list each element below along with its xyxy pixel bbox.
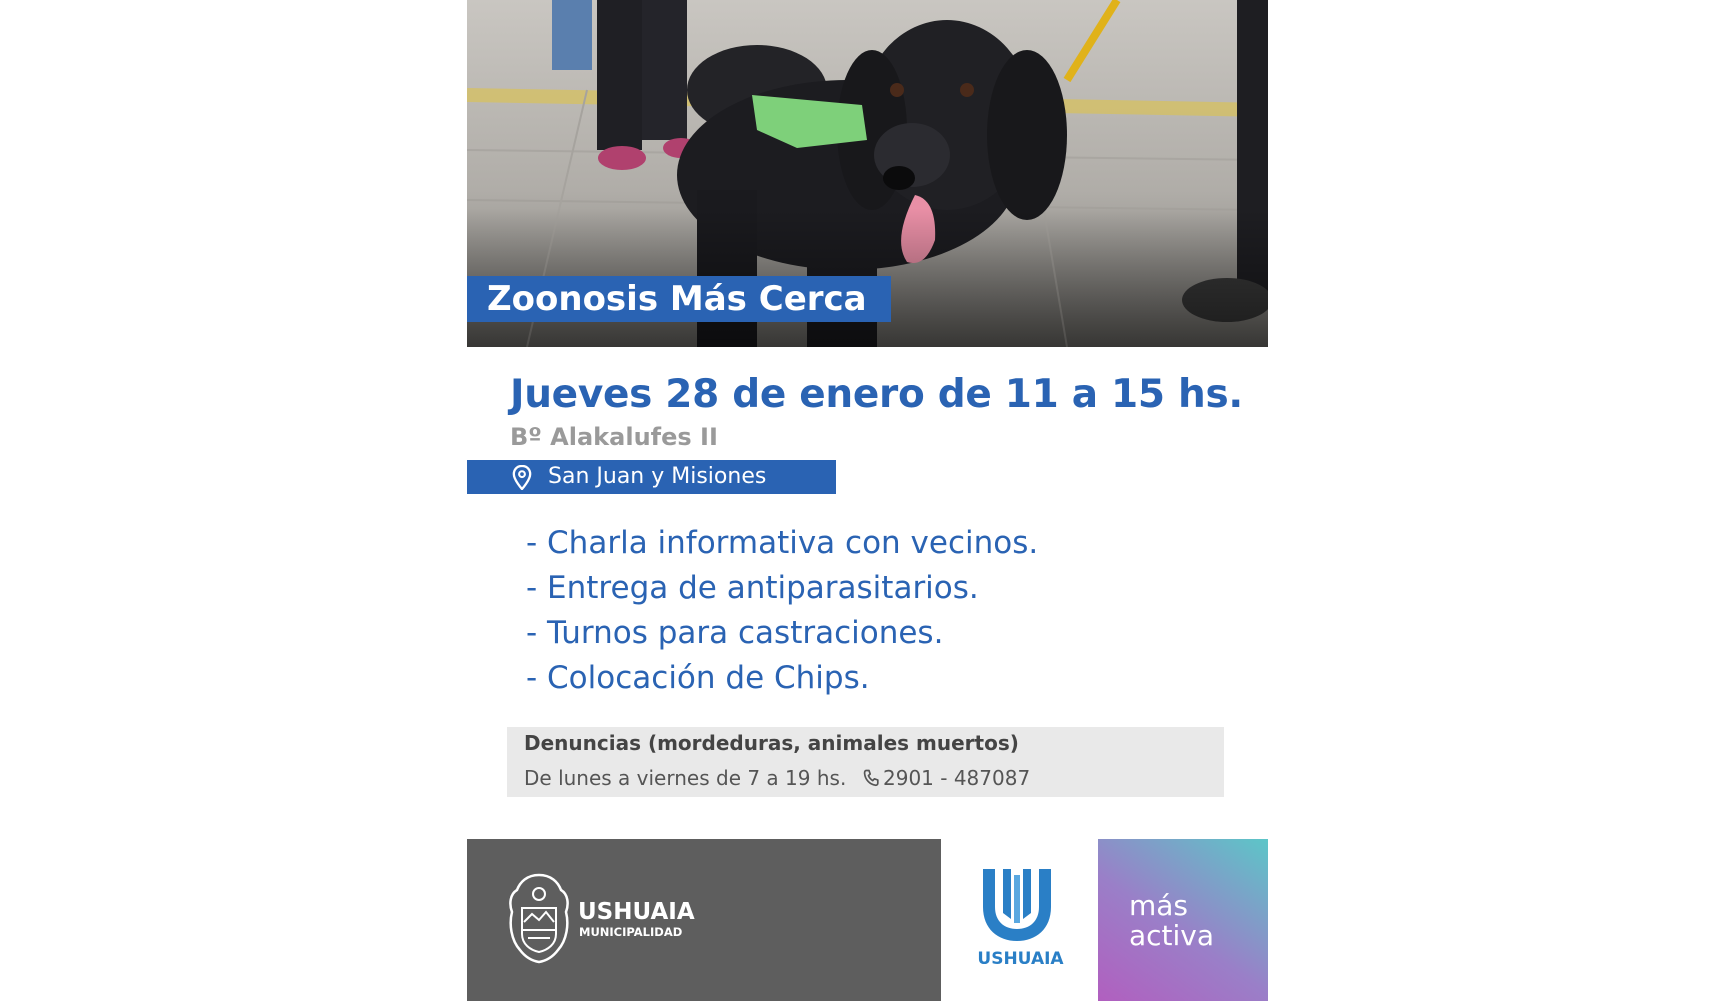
address-text: San Juan y Misiones	[548, 464, 767, 489]
municipality-seal-icon	[506, 872, 572, 964]
activity-item: - Colocación de Chips.	[526, 660, 870, 696]
complaints-title: Denuncias (mordeduras, animales muertos)	[524, 731, 1019, 755]
activity-item: - Charla informativa con vecinos.	[526, 525, 1039, 561]
address-bar	[467, 460, 836, 494]
neighborhood-label: Bº Alakalufes II	[510, 423, 718, 451]
map-pin-icon	[512, 465, 532, 490]
dog-photo	[467, 0, 1268, 347]
event-poster	[467, 0, 1268, 1001]
ushuaia-logo-word: USHUAIA	[977, 949, 1064, 969]
activities-list	[526, 521, 1038, 701]
event-date-headline: Jueves 28 de enero de 11 a 15 hs.	[510, 372, 1243, 417]
complaints-phone: 2901 - 487087	[883, 766, 1031, 790]
slogan-line-1: más	[1129, 889, 1189, 922]
ushuaia-u-logo-icon	[981, 867, 1053, 943]
mas-activa-slogan-block	[1098, 839, 1268, 1001]
phone-icon	[863, 769, 879, 787]
municipality-subtitle: MUNICIPALIDAD	[579, 925, 683, 939]
complaints-info-box	[507, 727, 1224, 797]
ushuaia-city-logo-block	[941, 839, 1100, 1001]
slogan-line-2: activa	[1129, 919, 1215, 952]
activity-item: - Turnos para castraciones.	[526, 615, 944, 651]
complaints-hours: De lunes a viernes de 7 a 19 hs.	[524, 766, 847, 790]
municipality-name: USHUAIA	[578, 899, 695, 925]
activity-item: - Entrega de antiparasitarios.	[526, 570, 979, 606]
footer-logos	[467, 839, 1268, 1001]
campaign-title-tag: Zoonosis Más Cerca	[467, 276, 891, 322]
municipality-logo-block	[467, 839, 941, 1001]
